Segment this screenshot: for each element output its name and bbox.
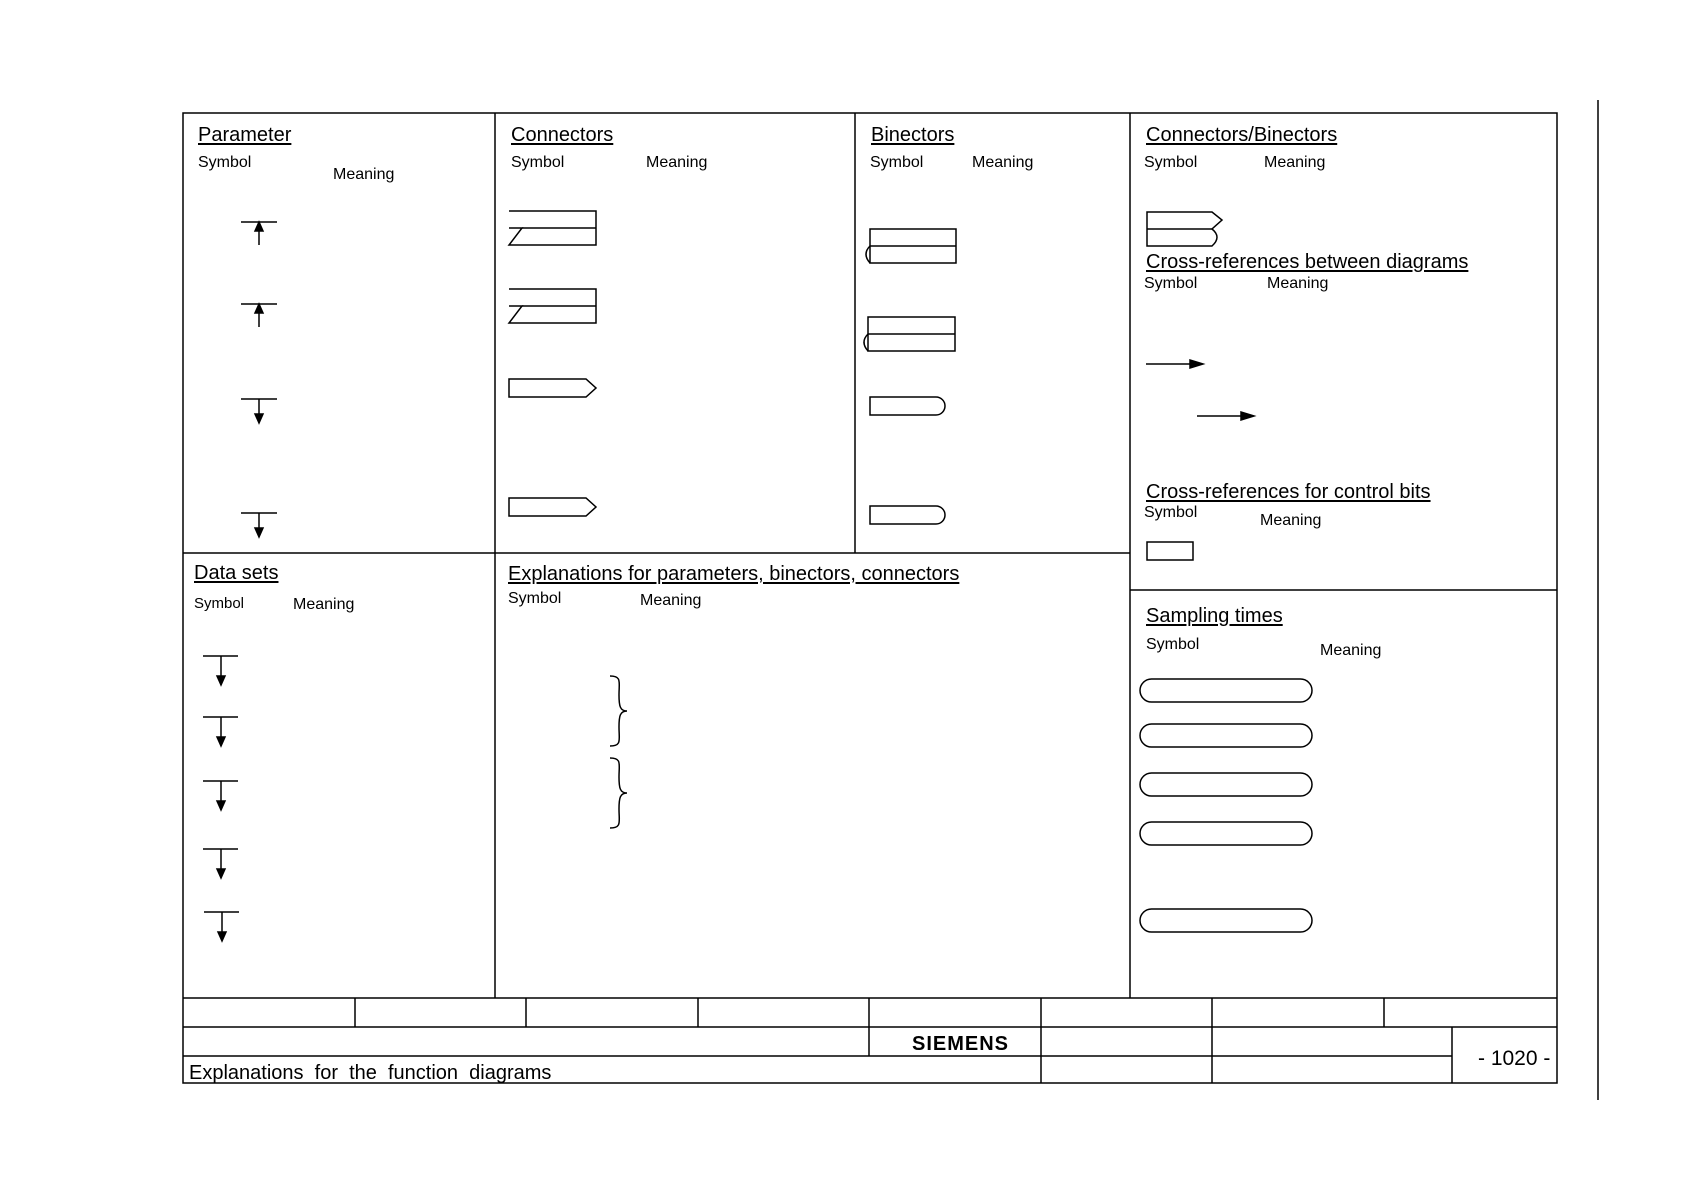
sampling-times-symbol-label: Symbol bbox=[1146, 636, 1200, 653]
grid-lines bbox=[183, 100, 1598, 1100]
data-set-symbol-1 bbox=[203, 656, 238, 685]
sampling-times-meaning-label: Meaning bbox=[1320, 642, 1382, 659]
siemens-logo: SIEMENS bbox=[912, 1033, 1010, 1055]
parameter-heading: Parameter bbox=[198, 124, 292, 146]
connector-input-symbol-1 bbox=[509, 211, 596, 245]
connector-output-symbol-2 bbox=[509, 498, 596, 516]
parameter-meaning-label: Meaning bbox=[333, 166, 395, 183]
sampling-time-symbol-2 bbox=[1140, 724, 1312, 747]
sampling-times-heading: Sampling times bbox=[1146, 605, 1283, 627]
data-set-symbol-2 bbox=[203, 717, 238, 746]
footer-title: Explanations for the function diagrams bbox=[189, 1062, 552, 1084]
data-sets-meaning-label: Meaning bbox=[293, 596, 355, 613]
explanations-meaning-label: Meaning bbox=[640, 592, 702, 609]
parameter-arrow-up-1 bbox=[241, 222, 277, 245]
explanations-heading: Explanations for parameters, binectors, connectors bbox=[508, 563, 960, 585]
connector-output-symbol-1 bbox=[509, 379, 596, 397]
connectors-meaning-label: Meaning bbox=[646, 154, 708, 171]
control-bit-symbol bbox=[1147, 542, 1193, 560]
binector-input-symbol-2 bbox=[864, 317, 955, 351]
sampling-time-symbol-5 bbox=[1140, 909, 1312, 932]
data-sets-heading: Data sets bbox=[194, 562, 279, 584]
parameter-arrow-down-2 bbox=[241, 513, 277, 537]
data-set-symbol-5 bbox=[204, 912, 239, 941]
parameter-arrow-down-1 bbox=[241, 399, 277, 423]
sampling-time-symbol-3 bbox=[1140, 773, 1312, 796]
cross-ref-diagrams-symbol-label: Symbol bbox=[1144, 275, 1198, 292]
binector-input-symbol-1 bbox=[866, 229, 956, 263]
connectors-binectors-symbol-label: Symbol bbox=[1144, 154, 1198, 171]
parameter-arrow-up-2 bbox=[241, 304, 277, 327]
cross-ref-control-bits-heading: Cross-references for control bits bbox=[1146, 481, 1431, 503]
cross-ref-diagrams-meaning-label: Meaning bbox=[1267, 275, 1329, 292]
cross-ref-diagrams-heading: Cross-references between diagrams bbox=[1146, 251, 1469, 273]
page-number: - 1020 - bbox=[1478, 1047, 1551, 1070]
connector-input-symbol-2 bbox=[509, 289, 596, 323]
binectors-symbol-label: Symbol bbox=[870, 154, 924, 171]
parameter-symbol-label: Symbol bbox=[198, 154, 252, 171]
cross-ref-control-bits-symbol-label: Symbol bbox=[1144, 504, 1198, 521]
connector-binector-symbol bbox=[1147, 212, 1222, 246]
curly-brace-1 bbox=[610, 676, 627, 746]
connectors-symbol-label: Symbol bbox=[511, 154, 565, 171]
connectors-heading: Connectors bbox=[511, 124, 614, 146]
cross-ref-arrow-2 bbox=[1197, 412, 1254, 420]
connectors-binectors-heading: Connectors/Binectors bbox=[1146, 124, 1338, 146]
curly-brace-2 bbox=[610, 758, 627, 828]
sampling-time-symbol-1 bbox=[1140, 679, 1312, 702]
binectors-meaning-label: Meaning bbox=[972, 154, 1034, 171]
cross-ref-arrow-1 bbox=[1146, 360, 1203, 368]
data-set-symbol-4 bbox=[203, 849, 238, 878]
sampling-time-symbol-4 bbox=[1140, 822, 1312, 845]
data-set-symbol-3 bbox=[203, 781, 238, 810]
explanations-symbol-label: Symbol bbox=[508, 590, 562, 607]
cross-ref-control-bits-meaning-label: Meaning bbox=[1260, 512, 1322, 529]
data-sets-symbol-label: Symbol bbox=[194, 595, 245, 612]
connectors-binectors-meaning-label: Meaning bbox=[1264, 154, 1326, 171]
binector-output-symbol-1 bbox=[870, 397, 945, 415]
binectors-heading: Binectors bbox=[871, 124, 955, 146]
binector-output-symbol-2 bbox=[870, 506, 945, 524]
